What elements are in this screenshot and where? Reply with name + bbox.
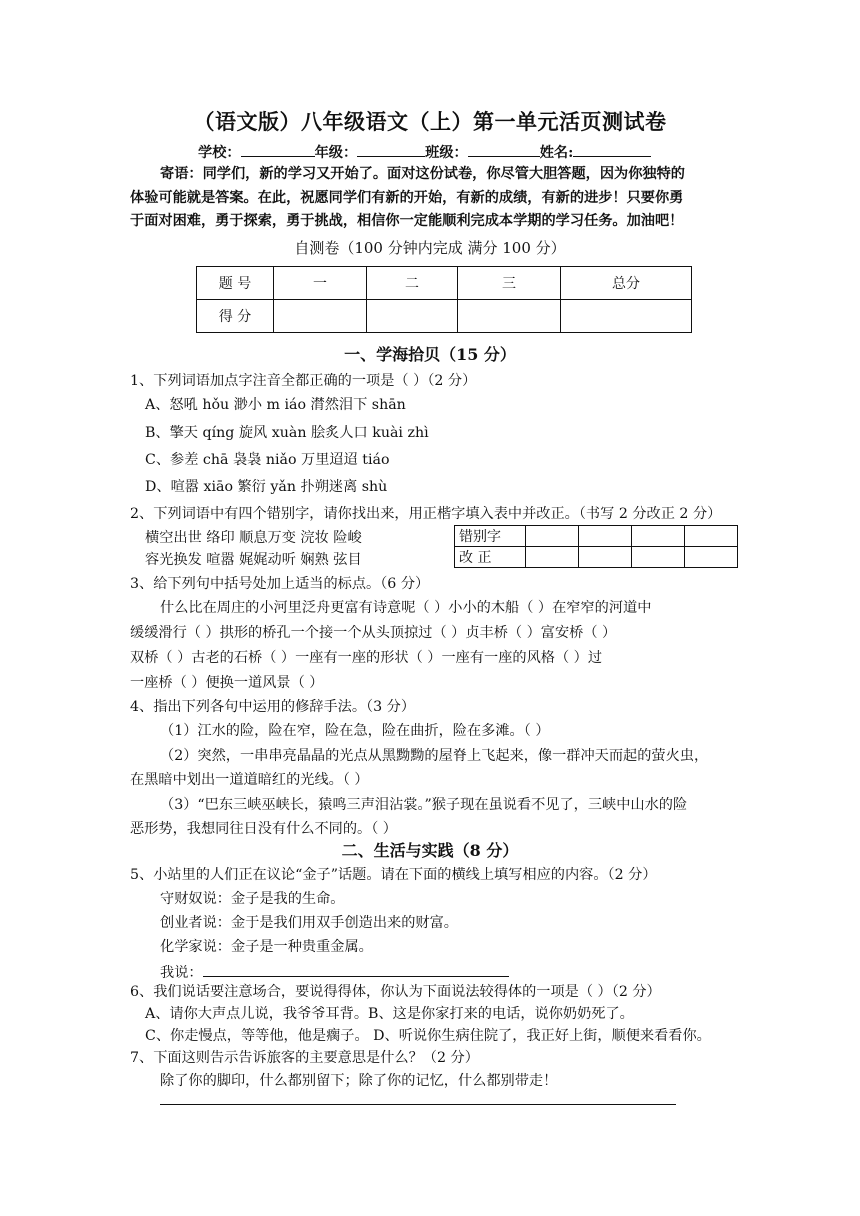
correction-table — [454, 525, 738, 568]
correction-cell[interactable] — [579, 547, 632, 568]
correction-cell[interactable] — [685, 547, 738, 568]
grade-blank[interactable] — [357, 141, 425, 157]
q3-line-4: 一座桥（ ）便换一道风景（ ） — [130, 675, 324, 691]
school-label: 学校： — [198, 145, 241, 161]
section-1-heading: 一、学海拾贝（15 分） — [344, 345, 516, 364]
q4-item-3a: （3）“巴东三峡巫峡长，猿鸣三声泪沾裳。”猴子现在虽说看不见了，三峡中山水的险 — [160, 797, 688, 813]
q5-my-answer-label: 我说： — [160, 965, 203, 981]
q4-item-2b: 在黑暗中划出一道道暗红的光线。（ ） — [130, 772, 369, 788]
school-blank[interactable] — [241, 141, 315, 157]
q2-words-row-1: 横空出世 络印 顺息万变 浣妆 险峻 — [145, 530, 362, 546]
class-label: 班级： — [425, 145, 468, 161]
q1-option-a: A、怒吼 hǒu 渺小 m iáo 潸然泪下 shān — [145, 397, 406, 413]
q5-line-4 — [160, 961, 509, 983]
q3-line-1: 什么比在周庄的小河里泛舟更富有诗意呢（ ）小小的木船（ ）在窄窄的河道中 — [160, 600, 652, 616]
q5-answer-blank[interactable] — [203, 961, 509, 977]
message-line-3: 于面对困难，勇于探索，勇于挑战，相信你一定能顺利完成本学期的学习任务。加油吧！ — [130, 213, 684, 229]
score-table-header: 二 — [367, 267, 458, 300]
q4-item-3b: 恶形势，我想同往日没有什么不同的。（ ） — [130, 821, 397, 837]
score-cell[interactable] — [458, 300, 561, 333]
q3-line-3: 双桥（ ）古老的石桥（ ）一座有一座的形状（ ）一座有一座的风格（ ）过 — [130, 650, 603, 666]
wrong-char-cell[interactable] — [685, 526, 738, 547]
q2-words-row-2: 容光换发 喧嚣 娓娓动听 娴熟 弦目 — [145, 552, 362, 568]
grade-label: 年级： — [314, 145, 358, 161]
score-table — [196, 266, 692, 333]
q7-notice: 除了你的脚印，什么都别留下；除了你的记忆，什么都别带走！ — [160, 1073, 558, 1089]
message-line-2: 体验可能就是答案。在此，祝愿同学们有新的开始，有新的成绩，有新的进步！只要你勇 — [130, 190, 684, 206]
score-table-header: 三 — [458, 267, 561, 300]
correction-label: 改 正 — [455, 547, 526, 568]
score-cell[interactable] — [561, 300, 692, 333]
score-table-header: 题 号 — [197, 267, 274, 300]
q3-stem: 3、给下列句中括号处加上适当的标点。（6 分） — [130, 576, 430, 592]
correction-cell[interactable] — [526, 547, 579, 568]
q6-stem: 6、我们说话要注意场合，要说得得体，你认为下面说法较得体的一项是（ ）（2 分） — [130, 984, 661, 1000]
q4-stem: 4、指出下列各句中运用的修辞手法。（3 分） — [130, 699, 416, 715]
q7-stem: 7、下面这则告示告诉旅客的主要意思是什么？（2 分） — [130, 1050, 479, 1066]
q4-item-1: （1）江水的险，险在窄，险在急，险在曲折，险在多滩。（ ） — [160, 723, 550, 739]
q1-option-c: C、参差 chā 袅袅 niǎo 万里迢迢 tiáo — [145, 452, 390, 468]
q1-stem: 1、下列词语加点字注音全都正确的一项是（ ）（2 分） — [130, 373, 477, 389]
wrong-char-cell[interactable] — [526, 526, 579, 547]
score-table-header: 总分 — [561, 267, 692, 300]
wrong-char-cell[interactable] — [632, 526, 685, 547]
q6-options-ab: A、请你大声点儿说，我爷爷耳背。B、这是你家打来的电话，说你奶奶死了。 — [145, 1006, 634, 1022]
name-label: 姓名: — [539, 145, 574, 161]
score-row-label: 得 分 — [197, 300, 274, 333]
q6-options-cd: C、你走慢点，等等他，他是瘸子。 D、听说你生病住院了，我正好上街，顺便来看看你。 — [145, 1028, 711, 1044]
section-2-heading: 二、生活与实践（8 分） — [341, 841, 519, 860]
q1-option-b: B、擎天 qíng 旋风 xuàn 脍炙人口 kuài zhì — [145, 425, 429, 441]
name-blank[interactable] — [573, 141, 651, 157]
class-blank[interactable] — [468, 141, 540, 157]
q4-item-2a: （2）突然，一串串亮晶晶的光点从黑黝黝的屋脊上飞起来，像一群冲天而起的萤火虫， — [160, 748, 709, 764]
page-title: （语文版）八年级语文（上）第一单元活页测试卷 — [193, 109, 667, 134]
message-line-1: 寄语：同学们，新的学习又开始了。面对这份试卷，你尽管大胆答题，因为你独特的 — [160, 166, 685, 182]
q5-line-3: 化学家说：金子是一种贵重金属。 — [160, 939, 373, 955]
score-cell[interactable] — [274, 300, 367, 333]
q5-line-1: 守财奴说：金子是我的生命。 — [160, 891, 345, 907]
q7-answer-line[interactable] — [160, 1104, 676, 1105]
q3-line-2: 缓缓滑行（ ）拱形的桥孔一个接一个从头顶掠过（ ）贞丰桥（ ）富安桥（ ） — [130, 625, 617, 641]
wrong-char-cell[interactable] — [579, 526, 632, 547]
subtitle: 自测卷（100 分钟内完成 满分 100 分） — [294, 239, 566, 257]
q5-stem: 5、小站里的人们正在议论“金子”话题。请在下面的横线上填写相应的内容。（2 分） — [130, 867, 657, 883]
wrong-char-label: 错别字 — [455, 526, 526, 547]
q5-line-2: 创业者说：金于是我们用双手创造出来的财富。 — [160, 915, 458, 931]
score-table-header: 一 — [274, 267, 367, 300]
score-cell[interactable] — [367, 300, 458, 333]
correction-cell[interactable] — [632, 547, 685, 568]
q1-option-d: D、喧嚣 xiāo 繁衍 yǎn 扑朔迷离 shù — [145, 479, 388, 495]
student-info-row — [198, 141, 651, 163]
q2-stem: 2、下列词语中有四个错别字，请你找出来，用正楷字填入表中并改正。（书写 2 分改正 2 分） — [130, 506, 722, 522]
